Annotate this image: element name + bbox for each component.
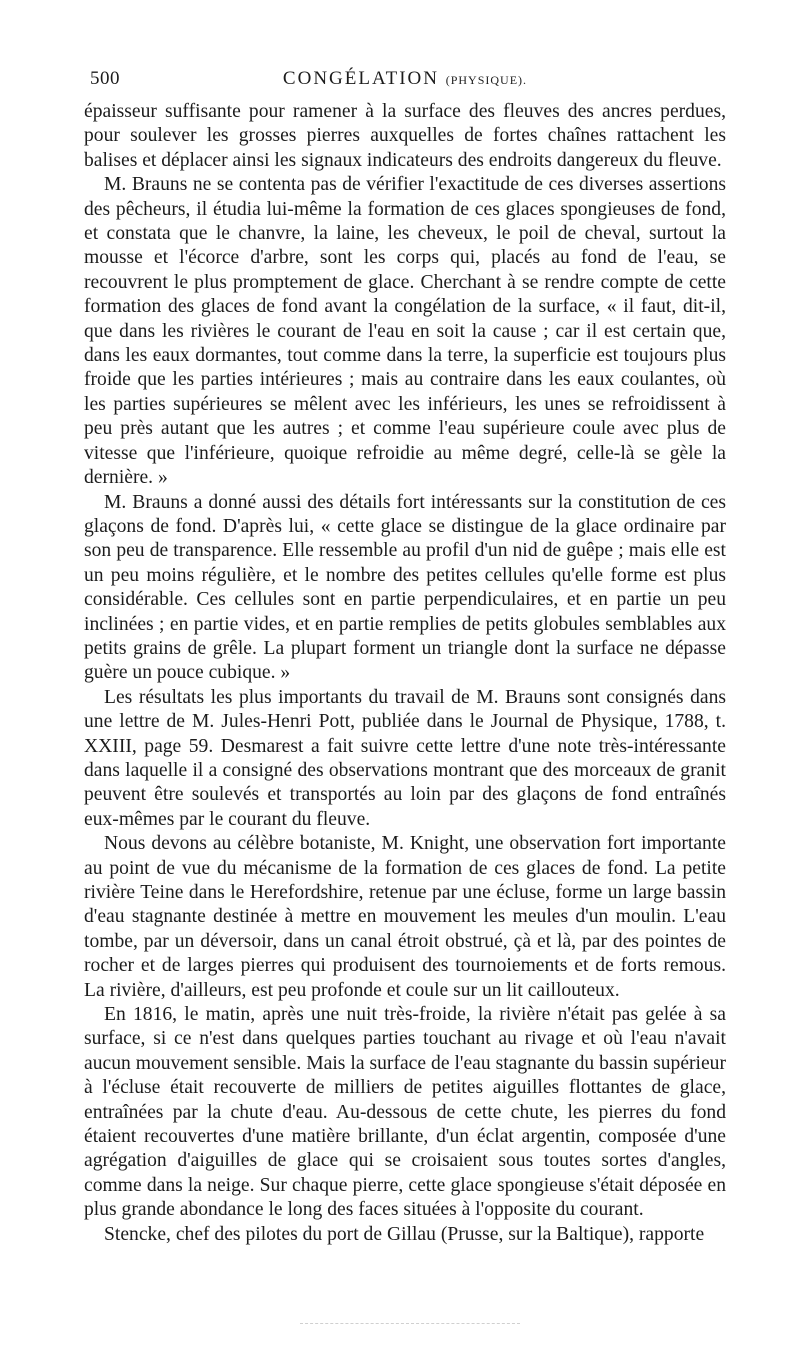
running-title-subtitle: (PHYSIQUE). [445,73,528,87]
page-number: 500 [90,68,120,89]
paragraph-3: M. Brauns a donné aussi des détails fort intéressants sur la constitution de ces glaçons de fond. D'après lui, « cette glace se distingue de la glace ordinaire par son peu de transparence. Elle ressemble au profil d'un nid de guêpe ; mais elle est un peu moins régulière, et le nombre des petites cellules qu'elle forme est plus considérable. Ces cellules sont en partie perpendiculaires, et en partie un peu inclinées ; en partie vides, et en partie remplies de petits globules semblables aux petits grains de grêle. La plupart forment un triangle dont la surface ne dépasse guère un pouce cubique. » [84,491,726,684]
paragraph-1: épaisseur suffisante pour ramener à la surface des fleuves des ancres perdues, pour soulever les grosses pierres auxquelles de fortes chaînes rattachent les balises et déplacer ainsi les signaux indicateurs des endroits dangereux du fleuve. [84,101,726,171]
footer-scan-mark [300,1323,520,1324]
page [84,62,726,1247]
running-title [84,68,726,90]
paragraph-5: Nous devons au célèbre botaniste, M. Knight, une observation fort importante au point de vue du mécanisme de la formation de ces glaces de fond. La petite rivière Teine dans le Herefordshire, retenue par une écluse, forme un large bassin d'eau stagnante destinée à mettre en mouvement les meules d'un moulin. L'eau tombe, par un déversoir, dans un canal étroit obstrué, çà et là, par des pointes de rocher et de larges pierres qui produisent des tournoiements et de forts remous. La rivière, d'ailleurs, est peu profonde et coule sur un lit caillouteux. [84,833,726,1001]
paragraph-6: En 1816, le matin, après une nuit très-froide, la rivière n'était pas gelée à sa surface, si ce n'est dans quelques parties touchant au rivage et où l'eau n'avait aucun mouvement sensible. Mais la surface de l'eau stagnante du bassin supérieur à l'écluse était recouverte de milliers de petites aiguilles flottantes de glace, entraînées par la chute d'eau. Au-dessous de cette chute, les pierres du fond étaient recouvertes d'une matière brillante, d'un éclat argentin, composée d'une agrégation d'aiguilles de glace qui se croisaient sous toutes sortes d'angles, comme dans la neige. Sur chaque pierre, cette glace spongieuse s'était déposée en plus grande abondance le long des faces situées à l'opposite du courant. [84,1004,726,1221]
body-text [84,100,726,1247]
running-header [84,62,726,96]
paragraph-4: Les résultats les plus importants du travail de M. Brauns sont consignés dans une lettre de M. Jules-Henri Pott, publiée dans le Journal de Physique, 1788, t. XXIII, page 59. Desmarest a fait suivre cette lettre d'une note très-intéressante dans laquelle il a consigné des observations montrant que des morceaux de granit peuvent être soulevés et transportés au loin par des glaçons de fond entraînés eux-mêmes par le courant du fleuve. [84,686,726,830]
running-title-main: CONGÉLATION [282,68,439,89]
paragraph-7: Stencke, chef des pilotes du port de Gillau (Prusse, sur la Baltique), rapporte [104,1223,705,1245]
paragraph-2: M. Brauns ne se contenta pas de vérifier l'exactitude de ces diverses assertions des pêcheurs, il étudia lui-même la formation de ces glaces spongieuses de fond, et constata que le chanvre, la laine, les cheveux, le poil de cheval, surtout la mousse et l'écorce d'arbre, sont les corps qui, placés au fond de l'eau, se recouvrent le plus promptement de glace. Cherchant à se rendre compte de cette formation des glaces de fond avant la congélation de la surface, « il faut, dit-il, que dans les rivières le courant de l'eau en soit la cause ; car il est certain que, dans les eaux dormantes, tout comme dans la terre, la superficie est toujours plus froide que les parties intérieures ; mais au contraire dans les eaux coulantes, où les parties supérieures se mêlent avec les inférieurs, les unes se refroidissent à peu près autant que les autres ; et comme l'eau supérieure coule avec plus de vitesse que l'inférieure, quoique refroidie au même degré, celle-là se gèle la dernière. » [84,174,726,489]
